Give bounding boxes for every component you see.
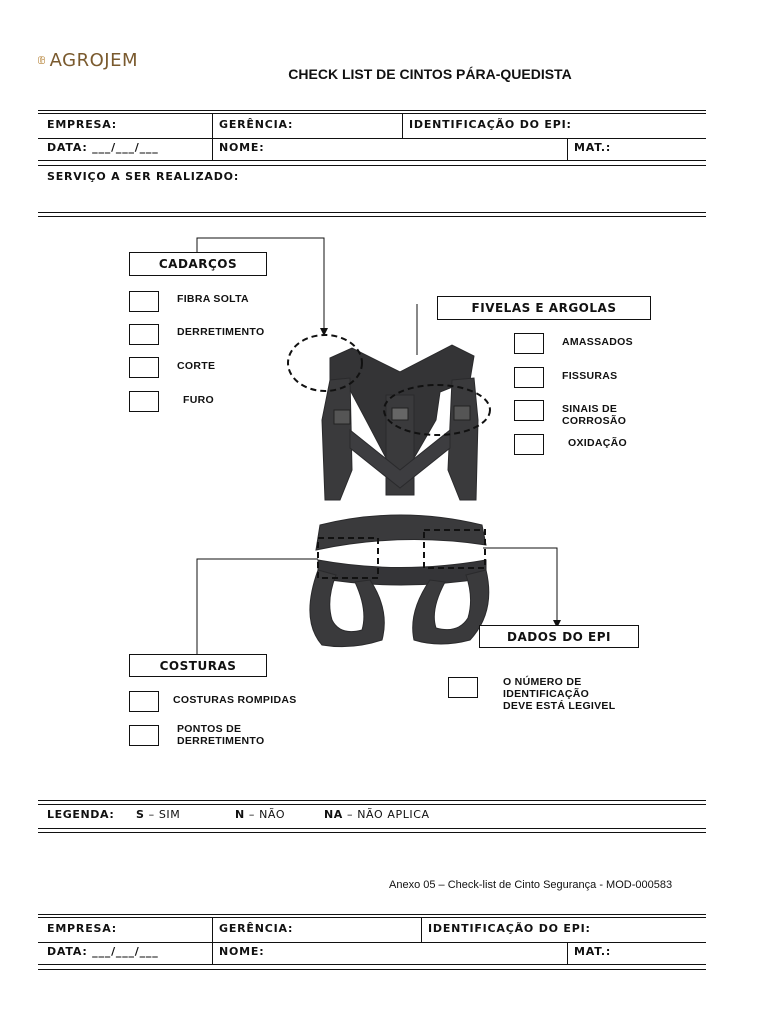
- footer-mat-field[interactable]: MAT.:: [574, 945, 612, 958]
- mat-field[interactable]: MAT.:: [574, 141, 612, 154]
- costuras-rompidas-checkbox[interactable]: [129, 691, 159, 712]
- corte-checkbox[interactable]: [129, 357, 159, 378]
- legend-nao-aplica: NA – NÃO APLICA: [324, 808, 430, 821]
- fibra-solta-checkbox[interactable]: [129, 291, 159, 312]
- legend-nao: N – NÃO: [235, 808, 286, 821]
- fivelas-label: FIVELAS E ARGOLAS: [437, 296, 651, 320]
- furo-label: FURO: [183, 394, 214, 406]
- furo-checkbox[interactable]: [129, 391, 159, 412]
- derretimento-label: DERRETIMENTO: [177, 326, 265, 338]
- footer-identificacao-field[interactable]: IDENTIFICAÇÃO DO EPI:: [428, 922, 591, 935]
- legend-title: LEGENDA:: [47, 808, 115, 821]
- identificacao-legivel-label: O NÚMERO DE IDENTIFICAÇÃO DEVE ESTÁ LEGIVEL: [503, 676, 616, 712]
- corte-label: CORTE: [177, 360, 216, 372]
- fissuras-checkbox[interactable]: [514, 367, 544, 388]
- corrosao-checkbox[interactable]: [514, 400, 544, 421]
- footer-empresa-field[interactable]: EMPRESA:: [47, 922, 117, 935]
- oxidacao-checkbox[interactable]: [514, 434, 544, 455]
- harness-image: [310, 345, 489, 647]
- footer-nome-field[interactable]: NOME:: [219, 945, 265, 958]
- corrosao-label: SINAIS DE CORROSÃO: [562, 403, 627, 427]
- fissuras-label: FISSURAS: [562, 370, 618, 382]
- footer-gerencia-field[interactable]: GERÊNCIA:: [219, 922, 294, 935]
- nome-field[interactable]: NOME:: [219, 141, 265, 154]
- identificacao-field[interactable]: IDENTIFICAÇÃO DO EPI:: [409, 118, 572, 131]
- data-field[interactable]: DATA: ___/___/___: [47, 141, 159, 154]
- servico-field[interactable]: SERVIÇO A SER REALIZADO:: [47, 170, 240, 183]
- annex-reference: Anexo 05 – Check-list de Cinto Segurança - MOD-000583: [389, 879, 673, 891]
- derretimento-checkbox[interactable]: [129, 324, 159, 345]
- cadarcos-label: CADARÇOS: [129, 252, 267, 276]
- amassados-label: AMASSADOS: [562, 336, 633, 348]
- empresa-field[interactable]: EMPRESA:: [47, 118, 117, 131]
- fibra-solta-label: FIBRA SOLTA: [177, 293, 249, 305]
- identificacao-legivel-checkbox[interactable]: [448, 677, 478, 698]
- logo-text: AGROJEM: [49, 49, 138, 71]
- page-title: CHECK LIST DE CINTOS PÁRA-QUEDISTA: [288, 66, 572, 82]
- pontos-derretimento-label: PONTOS DE DERRETIMENTO: [177, 723, 265, 747]
- costuras-label: COSTURAS: [129, 654, 267, 677]
- costuras-rompidas-label: COSTURAS ROMPIDAS: [173, 694, 297, 706]
- legend-sim: S – SIM: [136, 808, 181, 821]
- pontos-derretimento-checkbox[interactable]: [129, 725, 159, 746]
- amassados-checkbox[interactable]: [514, 333, 544, 354]
- oxidacao-label: OXIDAÇÃO: [568, 437, 627, 449]
- gerencia-field[interactable]: GERÊNCIA:: [219, 118, 294, 131]
- footer-data-field[interactable]: DATA: ___/___/___: [47, 945, 159, 958]
- dados-epi-label: DADOS DO EPI: [479, 625, 639, 648]
